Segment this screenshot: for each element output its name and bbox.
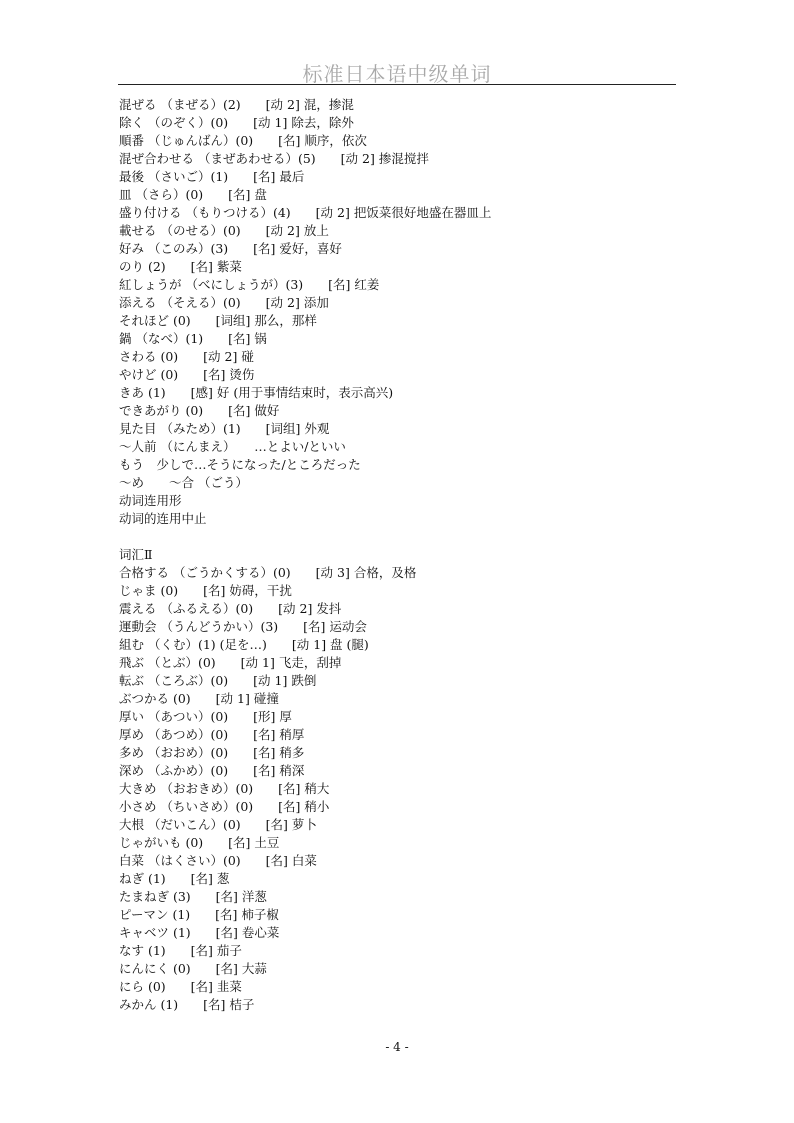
- vocab-line: 飛ぶ （とぶ）(0) [动 1] 飞走，刮掉: [119, 655, 342, 670]
- vocab-line: 多め （おおめ）(0) [名] 稍多: [119, 745, 305, 760]
- vocab-line: 皿 （さら）(0) [名] 盘: [119, 187, 267, 202]
- vocab-line: 合格する （ごうかくする）(0) [动 3] 合格，及格: [119, 565, 417, 580]
- section-title: 词汇Ⅱ: [119, 547, 153, 562]
- vocab-line: 震える （ふるえる）(0) [动 2] 发抖: [119, 601, 342, 616]
- page-header-title: 标准日本语中级单词: [302, 62, 492, 86]
- vocab-line: 混ぜ合わせる （まぜあわせる）(5) [动 2] 掺混搅拌: [119, 151, 429, 166]
- vocabulary-list-1: [119, 96, 679, 528]
- vocabulary-content: [119, 96, 679, 1014]
- vocab-line: ぶつかる (0) [动 1] 碰撞: [119, 691, 279, 706]
- vocab-line: にんにく (0) [名] 大蒜: [119, 961, 267, 976]
- vocab-line: 運動会 （うんどうかい）(3) [名] 运动会: [119, 619, 367, 634]
- vocab-line: もう 少しで…そうになった/ところだった: [119, 457, 361, 472]
- vocab-line: 組む （くむ）(1) (足を…) [动 1] 盘 (腿): [119, 637, 369, 652]
- vocab-line: ～め ～合 （ごう）: [119, 475, 248, 490]
- vocab-line: さわる (0) [动 2] 碰: [119, 349, 254, 364]
- vocab-line: たまねぎ (3) [名] 洋葱: [119, 889, 267, 904]
- vocab-line: なす (1) [名] 茄子: [119, 943, 242, 958]
- vocab-line: 厚め （あつめ）(0) [名] 稍厚: [119, 727, 305, 742]
- vocab-line: みかん (1) [名] 桔子: [119, 997, 255, 1012]
- vocab-line: できあがり (0) [名] 做好: [119, 403, 280, 418]
- vocab-line: やけど (0) [名] 烫伤: [119, 367, 255, 382]
- page-number: - 4 -: [385, 1040, 409, 1054]
- vocab-line: 小さめ （ちいさめ）(0) [名] 稍小: [119, 799, 330, 814]
- vocab-line: 順番 （じゅんばん）(0) [名] 顺序，依次: [119, 133, 367, 148]
- vocab-line: 紅しょうが （べにしょうが）(3) [名] 红姜: [119, 277, 380, 292]
- vocab-line: キャベツ (1) [名] 卷心菜: [119, 925, 280, 940]
- vocab-line: にら (0) [名] 韭菜: [119, 979, 242, 994]
- vocab-line: 厚い （あつい）(0) [形] 厚: [119, 709, 292, 724]
- vocab-line: ねぎ (1) [名] 葱: [119, 871, 230, 886]
- vocab-line: 白菜 （はくさい）(0) [名] 白菜: [119, 853, 317, 868]
- vocab-line: それほど (0) [词组] 那么，那样: [119, 313, 317, 328]
- vocab-line: 好み （このみ）(3) [名] 爱好，喜好: [119, 241, 342, 256]
- vocab-line: のり (2) [名] 紫菜: [119, 259, 242, 274]
- vocab-line: 大きめ （おおきめ）(0) [名] 稍大: [119, 781, 330, 796]
- vocab-line: 深め （ふかめ）(0) [名] 稍深: [119, 763, 305, 778]
- vocab-line: 載せる （のせる）(0) [动 2] 放上: [119, 223, 329, 238]
- vocab-line: きあ (1) [感] 好 (用于事情结束时，表示高兴): [119, 385, 394, 400]
- vocab-line: 転ぶ （ころぶ）(0) [动 1] 跌倒: [119, 673, 317, 688]
- vocab-line: 鍋 （なべ）(1) [名] 锅: [119, 331, 267, 346]
- vocab-line: 除く （のぞく）(0) [动 1] 除去，除外: [119, 115, 354, 130]
- vocab-line: 动词连用形: [119, 493, 182, 508]
- vocab-line: 动词的连用中止: [119, 511, 207, 526]
- vocab-line: 大根 （だいこん）(0) [名] 萝卜: [119, 817, 317, 832]
- section-spacer: [119, 528, 679, 546]
- vocab-line: ピーマン (1) [名] 柿子椒: [119, 907, 279, 922]
- vocab-line: 混ぜる （まぜる）(2) [动 2] 混，掺混: [119, 97, 354, 112]
- vocab-line: 盛り付ける （もりつける）(4) [动 2] 把饭菜很好地盛在器皿上: [119, 205, 492, 220]
- vocab-line: 見た目 （みため）(1) [词组] 外观: [119, 421, 330, 436]
- vocab-line: ～人前 （にんまえ） …とよい/といい: [119, 439, 346, 454]
- vocab-line: 添える （そえる）(0) [动 2] 添加: [119, 295, 329, 310]
- vocab-line: じゃま (0) [名] 妨碍，干扰: [119, 583, 292, 598]
- header-rule: [118, 84, 676, 85]
- vocab-line: じゃがいも (0) [名] 土豆: [119, 835, 280, 850]
- vocab-line: 最後 （さいご）(1) [名] 最后: [119, 169, 305, 184]
- vocabulary-list-2: [119, 564, 679, 1014]
